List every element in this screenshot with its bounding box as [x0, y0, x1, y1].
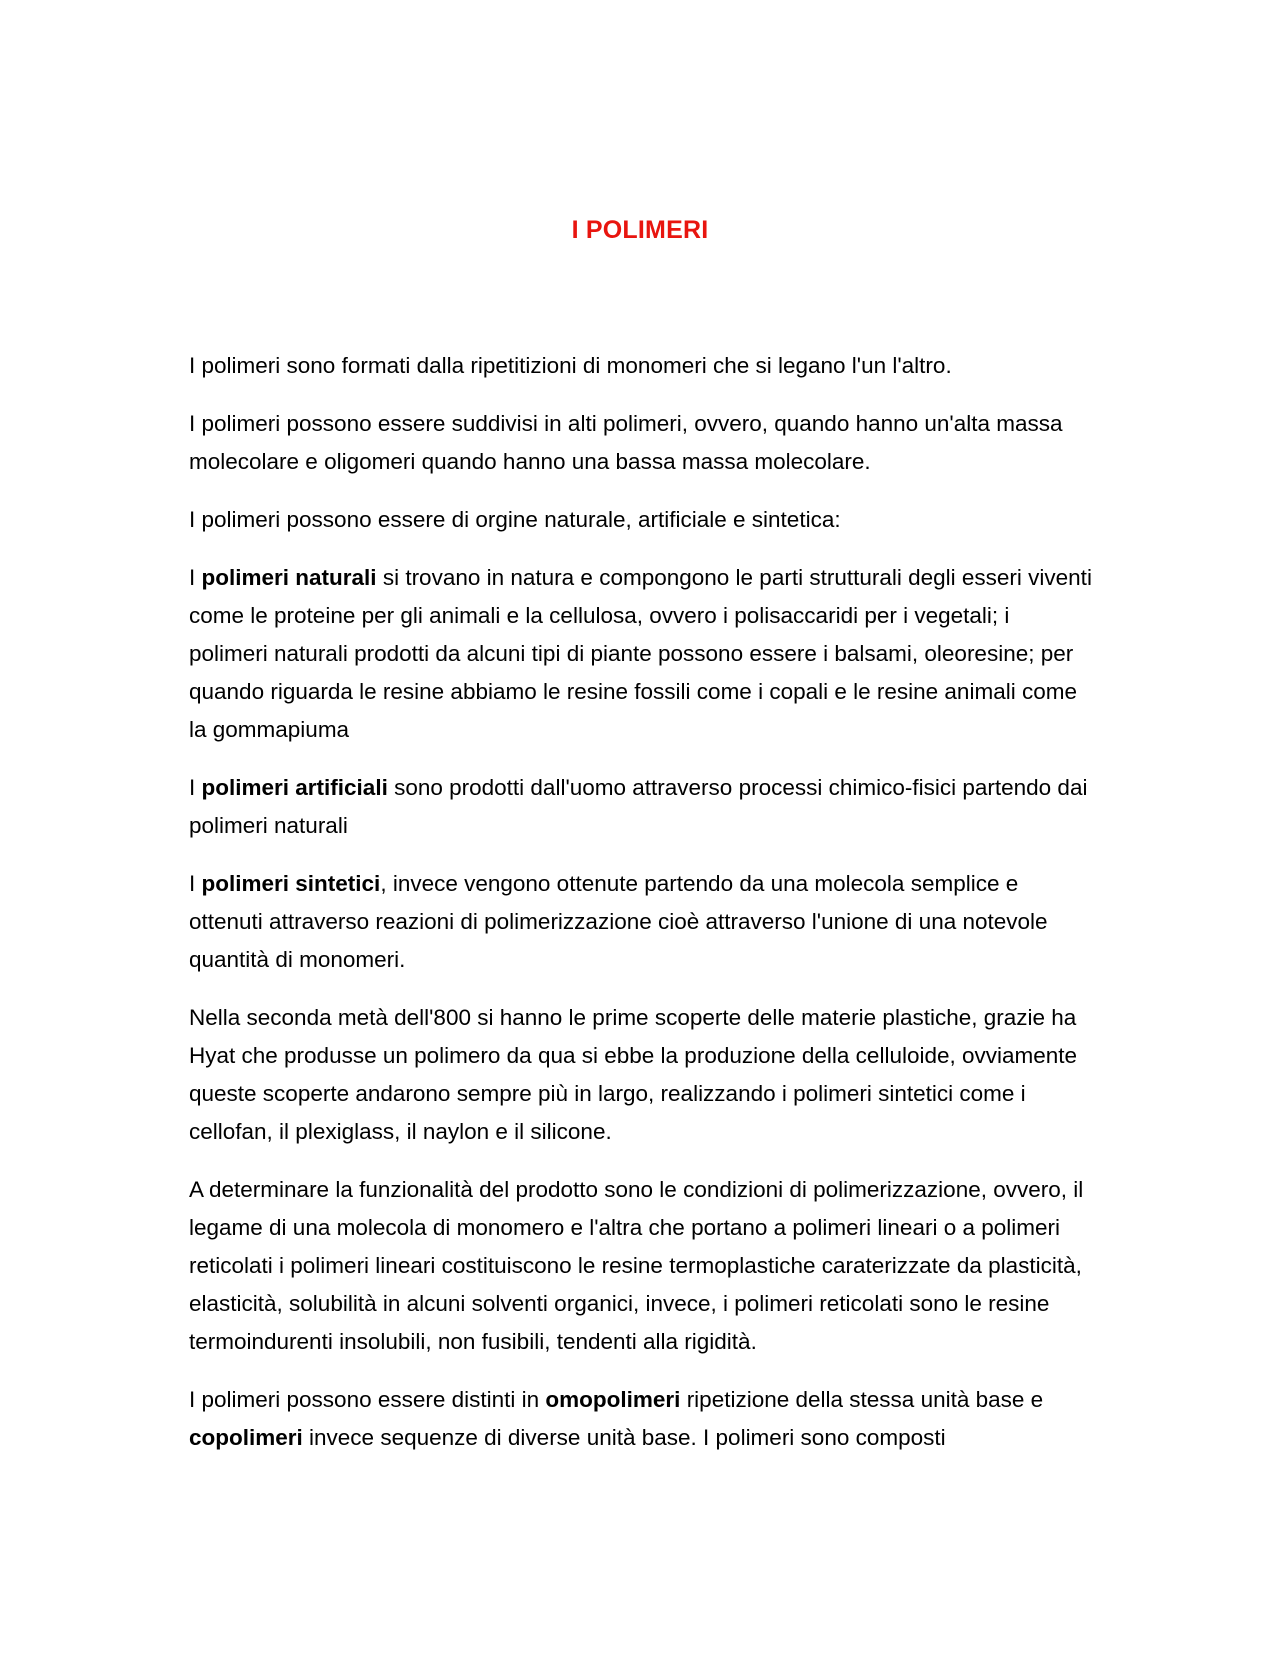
paragraph-text: Nella seconda metà dell'800 si hanno le prime scoperte delle materie plastiche, grazie ha Hyat che produsse un polimero da qua si ebbe la produzione della celluloide, ovviamente queste scoperte andarono sempre più in largo, realizzando i polimeri sintetici come i cellofan, il plexiglass, il naylon e il silicone. [189, 1005, 1078, 1144]
paragraph-text: I [189, 565, 202, 590]
bold-term: polimeri sintetici [201, 871, 381, 896]
paragraph-classification [189, 405, 1094, 481]
paragraph-synthetic-polymers [189, 865, 1094, 979]
paragraph-text: I polimeri possono essere distinti in [189, 1387, 546, 1412]
paragraph-text: I polimeri possono essere di orgine naturale, artificiale e sintetica: [189, 507, 841, 532]
paragraph-homopolymers [189, 1381, 1094, 1457]
paragraph-text: si trovano in natura e compongono le parti strutturali degli esseri viventi come le proteine per gli animali e la cellulosa, ovvero i polisaccaridi per i vegetali; i polimeri naturali prodotti da alcuni tipi di piante possono essere i balsami, oleoresine; per quando riguarda le resine abbiamo le resine fossili come i copali e le resine animali come la gommapiuma [189, 565, 1092, 742]
paragraph-origin [189, 501, 1094, 539]
document-body [189, 347, 1094, 1477]
paragraph-artificial-polymers [189, 769, 1094, 845]
bold-term: polimeri artificiali [201, 775, 388, 800]
paragraph-history [189, 999, 1094, 1151]
paragraph-text: I polimeri possono essere suddivisi in alti polimeri, ovvero, quando hanno un'alta massa molecolare e oligomeri quando hanno una bassa massa molecolare. [189, 411, 1063, 474]
paragraph-text: A determinare la funzionalità del prodotto sono le condizioni di polimerizzazione, ovvero, il legame di una molecola di monomero e l'altra che portano a polimeri lineari o a polimeri reticolati i polimeri lineari costituiscono le resine termoplastiche caraterizzate da plasticità, elasticità, solubilità in alcuni solventi organici, invece, i polimeri reticolati sono le resine termoindurenti insolubili, non fusibili, tendenti alla rigidità. [189, 1177, 1084, 1354]
paragraph-text: I [189, 775, 202, 800]
paragraph-text: I [189, 871, 202, 896]
bold-term: polimeri naturali [201, 565, 377, 590]
paragraph-text: sono prodotti dall'uomo attraverso processi chimico-fisici partendo dai polimeri naturali [189, 775, 1088, 838]
paragraph-text: ripetizione della stessa unità base e [680, 1387, 1044, 1412]
paragraph-natural-polymers [189, 559, 1094, 749]
bold-term: omopolimeri [545, 1387, 681, 1412]
bold-term: copolimeri [189, 1425, 303, 1450]
paragraph-functionality [189, 1171, 1094, 1361]
paragraph-definition [189, 347, 1094, 385]
document-title: I POLIMERI [571, 216, 709, 244]
paragraph-text: I polimeri sono formati dalla ripetitizioni di monomeri che si legano l'un l'altro. [189, 353, 952, 378]
paragraph-text: invece sequenze di diverse unità base. I polimeri sono composti [302, 1425, 946, 1450]
paragraph-text: , invece vengono ottenute partendo da una molecola semplice e ottenuti attraverso reazioni di polimerizzazione cioè attraverso l'unione di una notevole quantità di monomeri. [189, 871, 1048, 972]
